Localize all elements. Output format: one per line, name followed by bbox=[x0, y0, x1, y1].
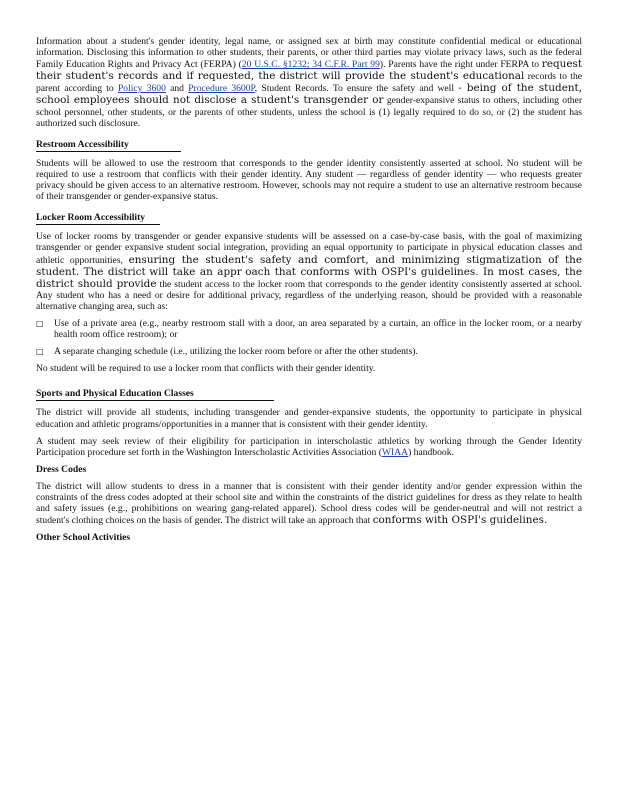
privacy-text-6: gender-expansive status to others, including other school personnel, other students, or the parents of other students, unless the school is (1) legally required to do so, or (2) the student has authorized such disclosure. bbox=[36, 95, 583, 129]
sports-paragraph-1: The district will provide all students, including transgender and gender-expansive students, the opportunity to participate in physical education and athletic programs/opportunities in a manner that is consistent with their gender identity. bbox=[36, 407, 582, 430]
privacy-text-4: and bbox=[170, 83, 184, 95]
privacy-text-large-2: - being of the student, school employees should not disclose a student's transgender or bbox=[36, 82, 583, 107]
wiaa-link[interactable]: WIAA bbox=[381, 446, 409, 458]
locker-room-paragraph bbox=[36, 231, 582, 312]
locker-text-large-2a: will take an appr bbox=[149, 265, 242, 278]
locker-text-large-1: ensuring the student's safety and comfort, and minimizing stigmatization of the student. The district bbox=[36, 253, 582, 278]
ferpa-citation-link[interactable]: 20 U.S.C. §1232; 34 C.F.R. Part 99 bbox=[241, 59, 380, 71]
checkbox-bullet-icon: □ bbox=[36, 318, 44, 328]
sports-heading: Sports and Physical Education Classes bbox=[36, 388, 582, 401]
privacy-text-large-1: request their student's records and if requested, the district will provide the student's educational bbox=[36, 58, 582, 83]
restroom-paragraph: Students will be allowed to use the restroom that corresponds to the gender identity consistently asserted at school. No student will be required to use a restroom that conflicts with their gender identity. Any student — regardless of gender identity — who requests greater privacy should be given access to an alternative restroom. However, schools may not require a student to use an alternative restroom because of their transgender or gender-expansive status. bbox=[36, 157, 582, 203]
sports-paragraph-2: A student may seek review of their eligibility for participation in interscholastic athletics by working through the Gender Identity Participation procedure set forth in the Washington Interscholastic Activities Association (WIAA) handbook. bbox=[36, 435, 582, 458]
procedure-3600p-link[interactable]: Procedure 3600P bbox=[188, 83, 255, 95]
list-item: □ A separate changing schedule (i.e., utilizing the locker room before or after the other students). bbox=[36, 346, 418, 358]
privacy-text-2: ). Parents have the right under FERPA to bbox=[379, 59, 540, 71]
checkbox-bullet-icon: □ bbox=[36, 347, 44, 357]
privacy-text-5: , Student Records. To ensure the safety and well bbox=[254, 83, 454, 95]
list-item: □ Use of a private area (e.g., nearby restroom stall with a door, an area separated by a curtain, an office in the locker room, or a nearby health room office restroom); or bbox=[36, 317, 582, 341]
privacy-text-1: Information about a student's gender identity, legal name, or assigned sex at birth may constitute confidential medical or educational information. Disclosing this information to other students, their parents, or other third parties may violate privacy laws, such as the federal Family Education Rights and Privacy Act (FERPA) ( bbox=[36, 36, 582, 71]
policy-3600-link[interactable]: Policy 3600 bbox=[117, 83, 166, 95]
locker-text-1: Use of locker rooms by transgender or gender expansive students will be assessed on a case-by-case basis, with the goal of maximizing transgender or gender expansive student social integration, providing an equal opportunity to participate in physical education classes and athletic opportunities, bbox=[36, 231, 582, 266]
privacy-paragraph bbox=[36, 36, 582, 129]
dress-text-large: conforms with OSPI's guidelines. bbox=[372, 514, 548, 527]
dress-codes-paragraph: The district will allow students to dress in a manner that is consistent with their gender identity and/or gender expression within the constraints of the dress codes adopted at their school site and within the constraints of the district guidelines for dress as they relate to health and safety issues (e.g., prohibitions on wearing gang-related apparel). School dress codes will be gender-neutral and will not restrict a student's clothing choices on the basis of gender. The district will take an approach that conforms with OSPI's guidelines. bbox=[36, 480, 582, 527]
dress-codes-heading: Dress Codes bbox=[36, 463, 87, 475]
restroom-heading: Restroom Accessibility bbox=[36, 139, 582, 152]
locker-room-closing: No student will be required to use a locker room that conflicts with their gender identity. bbox=[36, 363, 376, 375]
privacy-text-3: records to the parent according to bbox=[36, 71, 582, 95]
policy-document bbox=[36, 36, 582, 543]
locker-room-heading: Locker Room Accessibility bbox=[36, 212, 582, 225]
locker-text-large-2b: oach that conforms with OSPI's guidelines. In most cases, the district should provide bbox=[36, 265, 582, 290]
locker-text-2: the student access to the locker room that corresponds to the gender identity consistently asserted at school. Any student who has a need or desire for additional privacy, regardless of the underlying reason, should be provided with a reasonable alternative changing area, such as: bbox=[36, 278, 582, 312]
other-activities-heading: Other School Activities bbox=[36, 532, 131, 544]
